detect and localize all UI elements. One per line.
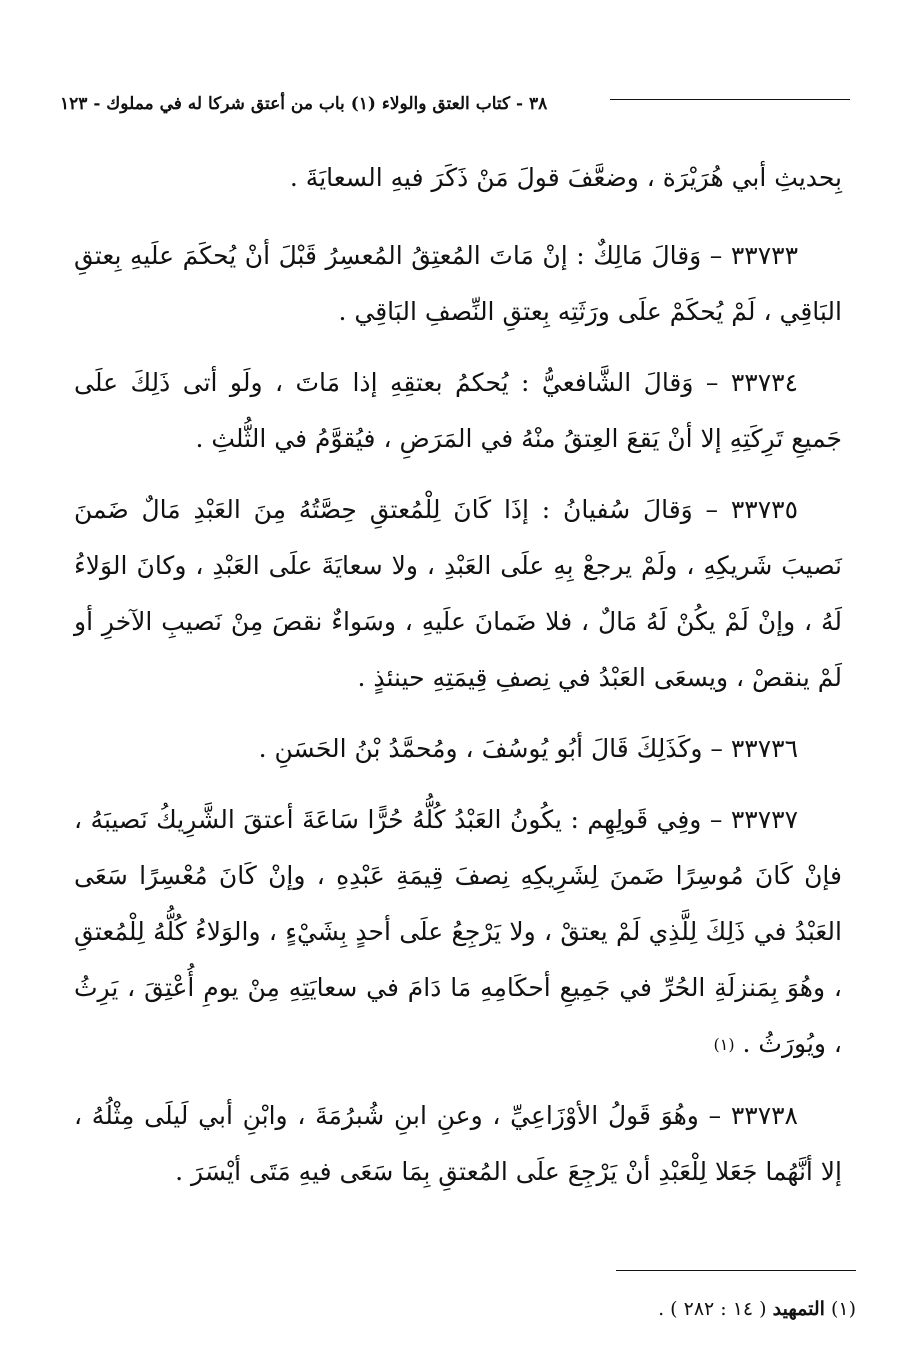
paragraph-text: بِحديثِ أبي هُرَيْرَة ، وضعَّفَ قولَ مَنْ ذَكَرَ فيهِ السعايَةَ . bbox=[289, 163, 842, 192]
paragraph-number: ٣٣٧٣٣ bbox=[730, 241, 798, 270]
footnote-rule bbox=[616, 1270, 856, 1271]
paragraph-33736 bbox=[74, 721, 842, 777]
paragraph-number: ٣٣٧٣٦ bbox=[730, 734, 798, 763]
footnote-number: (١) bbox=[830, 1298, 856, 1320]
paragraph-33737 bbox=[74, 792, 842, 1073]
paragraph-continuation bbox=[74, 150, 842, 206]
paragraph-number: ٣٣٧٣٧ bbox=[730, 805, 798, 834]
paragraph-text: – وفِي قَولِهِم : يكُونُ العَبْدُ كُلُّهُ حُرًّا سَاعَةَ أعتقَ الشَّرِيكُ نَصيبَهُ ، فإنْ كَانَ مُوسِرًا ضَمنَ لِشَرِيكِهِ نِصفَ قِيمَةِ عَبْدِهِ ، وإنْ كَانَ مُعْسِرًا سَعَى العَبْدُ في ذَلِكَ لِلَّذِي لَمْ يعتقْ ، ولا يَرْجِعُ علَى أحدٍ بِشَيْءٍ ، والوَلاءُ كُلُّهُ لِلْمُعتقِ ، وهُوَ بِمَنزلَةِ الحُرِّ في جَمِيعِ أحكَامِهِ مَا دَامَ في سعايَتِهِ مِنْ يومِ أُعْتِقَ ، يَرِثُ ، ويُورَثُ . bbox=[74, 805, 842, 1058]
main-text bbox=[74, 150, 842, 1215]
paragraph-33735 bbox=[74, 482, 842, 706]
footnote bbox=[66, 1298, 856, 1320]
running-header bbox=[60, 86, 850, 126]
paragraph-number: ٣٣٧٣٤ bbox=[730, 368, 798, 397]
paragraph-33734 bbox=[74, 355, 842, 467]
footnote-source: التمهيد bbox=[772, 1298, 825, 1320]
paragraph-text: – وكَذَلِكَ قَالَ أبُو يُوسُفَ ، ومُحمَّدُ بْنُ الحَسَنِ . bbox=[258, 734, 723, 763]
paragraph-text: – وَقالَ مَالِكٌ : إنْ مَاتَ المُعتِقُ المُعسِرُ قَبْلَ أنْ يُحكَمَ علَيهِ بِعتقِ البَاقِي ، لَمْ يُحكَمْ علَى ورَثَتِه بِعتقِ النِّصفِ البَاقِي . bbox=[74, 241, 842, 326]
footnote-marker: (١) bbox=[713, 1035, 735, 1054]
paragraph-number: ٣٣٧٣٨ bbox=[730, 1101, 798, 1130]
paragraph-text: – وَقالَ الشَّافعيُّ : يُحكمُ بعتقِهِ إذا مَاتَ ، ولَو أتى ذَلِكَ علَى جَميعِ تَرِكَتِهِ إلا أنْ يَقعَ العِتقُ منْهُ في المَرَضِ ، فيُقوَّمُ في الثُّلثِ . bbox=[74, 368, 842, 453]
paragraph-number: ٣٣٧٣٥ bbox=[730, 495, 799, 524]
paragraph-33738 bbox=[74, 1088, 842, 1200]
running-header-text: ٣٨ - كتاب العتق والولاء (١) باب من أعتق شركا له في مملوك - ١٢٣ bbox=[60, 94, 548, 114]
paragraph-33733 bbox=[74, 228, 842, 340]
paragraph-text: – وَقالَ سُفيانُ : إذَا كَانَ لِلْمُعتقِ حِصَّتُهُ مِنَ العَبْدِ مَالٌ ضَمنَ نَصيبَ شَريكِهِ ، ولَمْ يرجعْ بِهِ علَى العَبْدِ ، ولا سعايَةَ علَى العَبْدِ ، وكانَ الوَلاءُ لَهُ ، وإنْ لَمْ يكُنْ لَهُ مَالٌ ، فلا ضَمانَ علَيهِ ، وسَواءٌ نقصَ مِنْ نَصيبِ الآخرِ أو لَمْ ينقصْ ، ويسعَى العَبْدُ في نِصفِ قِيمَتِهِ حينئذٍ . bbox=[74, 495, 842, 692]
footnote-reference: ( ١٤ : ٢٨٢ ) . bbox=[658, 1298, 767, 1320]
paragraph-text: – وهُوَ قَولُ الأوْزَاعِيِّ ، وعنِ ابنِ شُبرُمَةَ ، وابْنِ أبي لَيلَى مِثْلُهُ ، إلا أنَّهُما جَعَلا لِلْعَبْدِ أنْ يَرْجِعَ علَى المُعتقِ بِمَا سَعَى فيهِ مَتَى أيْسَرَ . bbox=[74, 1101, 842, 1186]
